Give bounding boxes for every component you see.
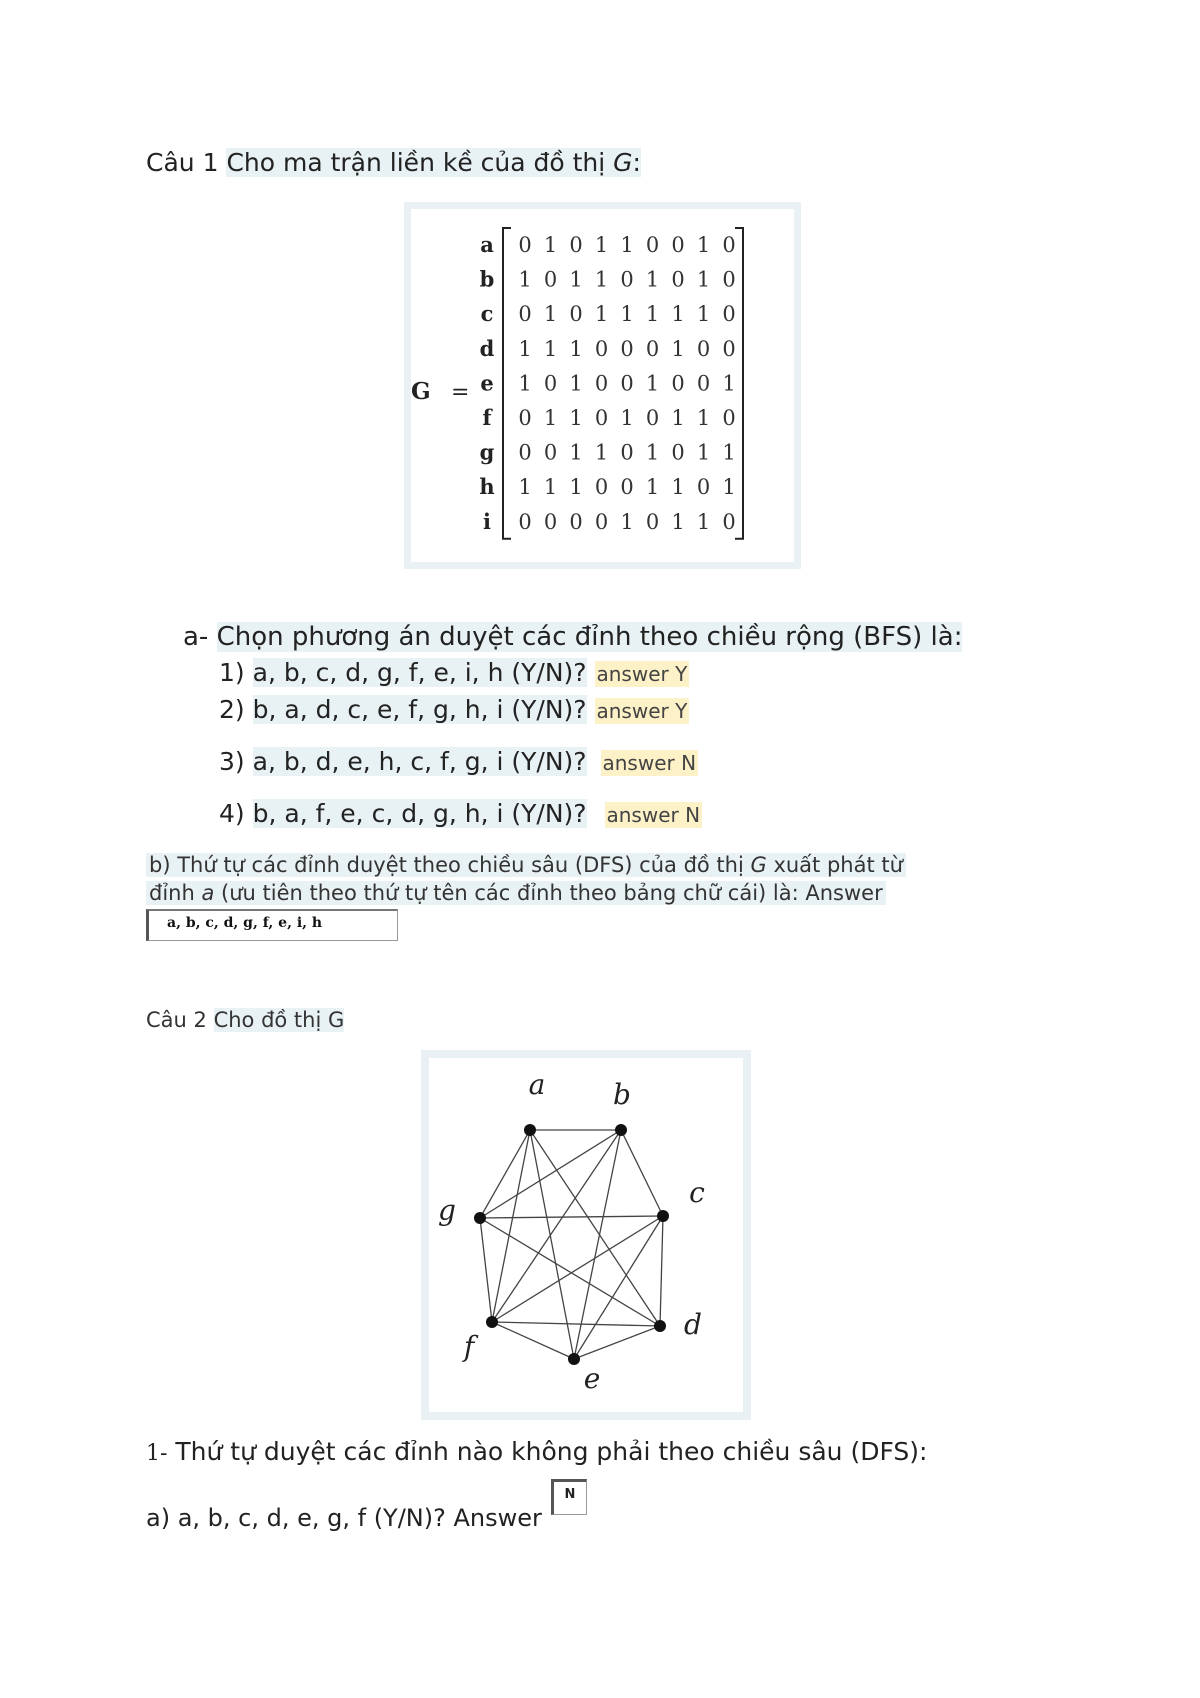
matrix-cell: 1 (696, 509, 711, 534)
matrix-cell: 0 (722, 406, 736, 430)
graph-vertex (486, 1316, 498, 1328)
matrix-cell: 0 (696, 371, 711, 396)
bfs-option (219, 695, 689, 724)
matrix-cell: 0 (671, 371, 685, 396)
bfs-option (219, 658, 689, 687)
matrix-cell: 0 (645, 509, 660, 534)
adjacency-matrix (411, 209, 794, 562)
matrix-name: G (411, 378, 431, 405)
matrix-cell: 1 (620, 302, 634, 327)
matrix-cell: 1 (518, 267, 532, 292)
matrix-cell: 1 (620, 509, 634, 534)
matrix-cell: 1 (569, 406, 583, 430)
matrix-cell: 1 (645, 302, 660, 327)
graph-edge (480, 1130, 530, 1218)
matrix-cell: 1 (620, 233, 634, 257)
graph-vertex (568, 1353, 580, 1365)
answer-field[interactable]: answer Y (596, 699, 688, 723)
question-2-option-a: a) a, b, c, d, e, g, f (Y/N)? Answer (146, 1504, 542, 1532)
matrix-cell: 1 (543, 233, 558, 257)
matrix-cell: 0 (645, 336, 660, 361)
matrix-row-label: f (482, 405, 492, 430)
matrix-equals: = (451, 380, 470, 405)
question-1-label: Câu 1 (146, 148, 219, 177)
matrix-row-label: a (480, 232, 494, 257)
matrix-cell: 0 (569, 509, 583, 534)
answer-field[interactable]: answer N (606, 803, 701, 827)
graph-vertex-label: e (583, 1362, 601, 1395)
graph-edge (530, 1130, 660, 1326)
matrix-cell: 0 (620, 440, 634, 465)
graph-vertex (474, 1212, 486, 1224)
matrix-cell: 1 (594, 267, 609, 292)
matrix-cell: 0 (620, 267, 634, 292)
option-a-answer-input[interactable]: N (551, 1479, 587, 1515)
matrix-cell: 1 (671, 475, 685, 500)
matrix-cell: 0 (569, 233, 583, 257)
graph-edge (530, 1130, 574, 1359)
graph-vertex-label: f (463, 1330, 475, 1363)
question-2-label: Câu 2 (146, 1008, 207, 1032)
graph-edge (574, 1326, 660, 1359)
matrix-cell: 0 (671, 440, 685, 465)
matrix-cell: 1 (543, 336, 558, 361)
graph-vertex-label: c (689, 1176, 705, 1209)
graph-vertex (657, 1210, 669, 1222)
matrix-cell: 1 (569, 267, 583, 292)
matrix-cell: 1 (543, 406, 558, 430)
question-1-title (146, 148, 641, 177)
matrix-cell: 1 (696, 440, 711, 465)
matrix-cell: 1 (518, 371, 532, 396)
graph-vertex (524, 1124, 536, 1136)
matrix-cell: 1 (671, 406, 685, 430)
sub-question-number: 1- (146, 1441, 168, 1466)
matrix-cell: 0 (518, 233, 532, 257)
graph-vertex (654, 1320, 666, 1332)
matrix-cell: 1 (696, 406, 711, 430)
dfs-answer-input[interactable]: a, b, c, d, g, f, e, i, h (146, 909, 398, 941)
matrix-cell: 1 (645, 440, 660, 465)
answer-field[interactable]: answer N (602, 751, 697, 775)
answer-field[interactable]: answer Y (596, 662, 688, 686)
graph-vertex (615, 1124, 627, 1136)
matrix-cell: 0 (620, 371, 634, 396)
bfs-option (219, 799, 702, 828)
sub-question-text: Thứ tự duyệt các đỉnh nào không phải theo chiều sâu (DFS): (167, 1437, 928, 1466)
matrix-cell: 1 (671, 336, 685, 361)
matrix-cell: 1 (696, 267, 711, 292)
matrix-row-label: d (479, 335, 495, 361)
graph-vertex-label: d (684, 1308, 702, 1341)
matrix-row-label: c (480, 301, 494, 327)
graph-edge (660, 1216, 663, 1326)
matrix-cell: 0 (645, 406, 660, 430)
matrix-cell: 1 (645, 267, 660, 292)
matrix-cell: 1 (696, 233, 711, 257)
option-number: 3) (219, 747, 245, 776)
option-number: 1) (219, 658, 245, 687)
matrix-left-bracket (503, 228, 511, 539)
question-1-prompt: Cho ma trận liền kề của đồ thị G: (226, 148, 641, 177)
matrix-cell: 0 (671, 233, 685, 257)
option-text: a, b, d, e, h, c, f, g, i (Y/N)? (252, 747, 587, 776)
graph-edge (492, 1216, 663, 1322)
matrix-cell: 0 (722, 302, 736, 327)
matrix-cell: 1 (645, 371, 660, 396)
matrix-cell: 0 (722, 336, 736, 361)
matrix-row-label: g (479, 439, 495, 465)
matrix-cell: 1 (594, 233, 609, 257)
matrix-cell: 1 (696, 302, 711, 327)
part-b-line-2: đỉnh a (ưu tiên theo thứ tự tên các đỉnh theo bảng chữ cái) là: Answer (146, 881, 886, 905)
graph-edge (574, 1216, 663, 1359)
matrix-cell: 0 (620, 475, 634, 500)
matrix-cell: 0 (543, 371, 558, 396)
matrix-row-label: h (479, 474, 495, 500)
bfs-option (219, 747, 698, 776)
graph-vertex-label: g (438, 1194, 456, 1227)
graph-edge (492, 1322, 574, 1359)
matrix-row-label: e (480, 370, 494, 396)
graph-figure (421, 1050, 751, 1420)
matrix-cell: 0 (696, 475, 711, 500)
matrix-cell: 0 (543, 267, 558, 292)
part-a-question (183, 622, 962, 652)
graph-edge (480, 1218, 492, 1322)
matrix-cell: 0 (518, 302, 532, 327)
matrix-cell: 1 (569, 371, 583, 396)
matrix-cell: 1 (722, 475, 736, 500)
matrix-cell: 1 (569, 475, 583, 500)
matrix-cell: 0 (696, 336, 711, 361)
matrix-cell: 1 (543, 475, 558, 500)
matrix-row-label: b (479, 266, 495, 292)
graph-edge (621, 1130, 663, 1216)
matrix-cell: 1 (569, 440, 583, 465)
adjacency-matrix-figure (404, 202, 801, 569)
matrix-cell: 0 (569, 302, 583, 327)
matrix-right-bracket (735, 228, 743, 539)
graph-g (429, 1058, 743, 1412)
option-number: 4) (219, 799, 245, 828)
question-2-sub-1 (146, 1437, 927, 1466)
graph-edge (480, 1130, 621, 1218)
part-a-text: Chọn phương án duyệt các đỉnh theo chiều rộng (BFS) là: (216, 622, 963, 652)
matrix-cell: 0 (594, 371, 609, 396)
graph-edge (492, 1322, 660, 1326)
part-a-label: a- (183, 622, 209, 652)
question-2-title (146, 1008, 344, 1032)
matrix-cell: 0 (645, 233, 660, 257)
graph-vertex-label: a (528, 1068, 546, 1101)
matrix-cell: 1 (518, 475, 532, 500)
matrix-cell: 1 (569, 336, 583, 361)
matrix-cell: 0 (594, 406, 609, 430)
matrix-cell: 0 (594, 509, 609, 534)
matrix-cell: 1 (594, 302, 609, 327)
matrix-cell: 0 (620, 336, 634, 361)
part-b-line-1: b) Thứ tự các đỉnh duyệt theo chiều sâu (DFS) của đồ thị G xuất phát từ (146, 853, 906, 877)
matrix-cell: 0 (594, 336, 609, 361)
matrix-cell: 1 (645, 475, 660, 500)
graph-edge (480, 1216, 663, 1218)
matrix-cell: 1 (518, 336, 532, 361)
matrix-row-label: i (483, 508, 491, 534)
matrix-cell: 0 (722, 267, 736, 292)
matrix-cell: 1 (594, 440, 609, 465)
matrix-cell: 0 (594, 475, 609, 500)
graph-vertex-label: b (613, 1078, 631, 1111)
matrix-cell: 1 (671, 302, 685, 327)
question-2-prompt: Cho đồ thị G (213, 1008, 345, 1032)
option-text: a, b, c, d, g, f, e, i, h (Y/N)? (252, 658, 587, 687)
matrix-cell: 1 (543, 302, 558, 327)
part-b-question (146, 851, 906, 907)
option-text: b, a, f, e, c, d, g, h, i (Y/N)? (252, 799, 587, 828)
matrix-cell: 0 (518, 440, 532, 465)
option-text: b, a, d, c, e, f, g, h, i (Y/N)? (252, 695, 587, 724)
matrix-cell: 0 (543, 509, 558, 534)
matrix-cell: 0 (671, 267, 685, 292)
matrix-cell: 0 (543, 440, 558, 465)
option-number: 2) (219, 695, 245, 724)
matrix-cell: 0 (518, 509, 532, 534)
matrix-cell: 1 (722, 371, 736, 396)
matrix-cell: 0 (722, 509, 736, 534)
matrix-cell: 0 (518, 406, 532, 430)
matrix-cell: 1 (620, 406, 634, 430)
matrix-cell: 1 (722, 440, 736, 465)
matrix-cell: 0 (722, 233, 736, 257)
matrix-cell: 1 (671, 509, 685, 534)
